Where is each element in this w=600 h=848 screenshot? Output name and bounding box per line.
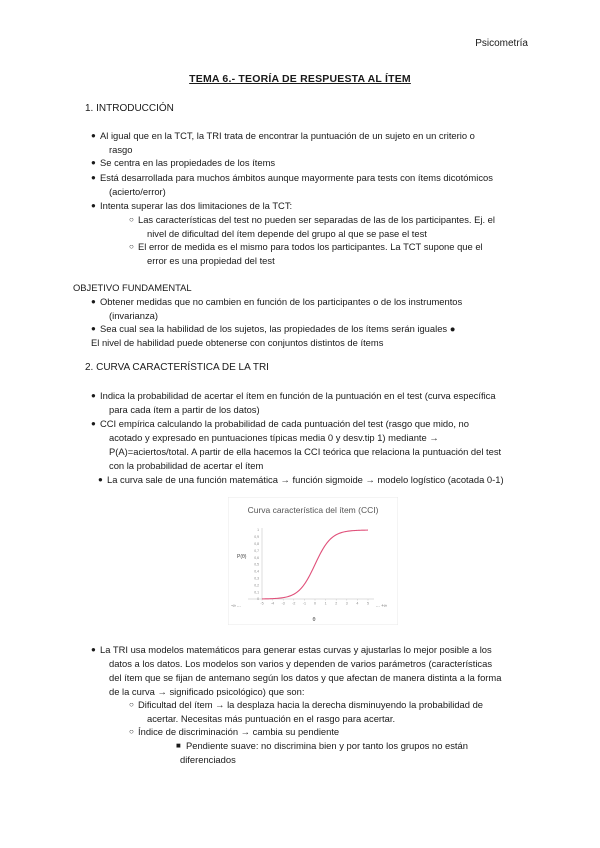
objective-bullet-1-line-2: (invarianza) — [109, 310, 158, 321]
y-tick-label: 0,2 — [254, 583, 259, 588]
curve-bullet-1-line-2: para cada ítem a partir de los datos) — [109, 404, 260, 415]
y-tick-label: 0,7 — [254, 548, 259, 553]
y-tick-label: 0,1 — [254, 590, 259, 595]
x-tick-label: -4 — [270, 601, 275, 606]
hollow-bullet-icon: ○ — [129, 700, 134, 709]
models-bullet-line-4: de la curva → significado psicológico) que son: — [109, 686, 305, 697]
intro-bullet-1-line-1: Al igual que en la TCT, la TRI trata de encontrar la puntuación de un sujeto en un criterio o — [100, 130, 475, 141]
hollow-bullet-icon: ○ — [129, 727, 134, 736]
y-tick-label: 0,3 — [254, 576, 259, 581]
cci-chart — [228, 497, 398, 625]
section-1-heading: 1. INTRODUCCIÓN — [85, 103, 174, 114]
curve-bullet-2-line-3: P(A)=aciertos/total. A partir de ella hacemos la CCI teórica que relaciona la puntuación del test — [109, 446, 502, 457]
chart-x-label: θ — [312, 617, 316, 623]
bullet-icon: ● — [91, 391, 96, 400]
y-tick-label: 0,6 — [254, 555, 259, 560]
cci-chart-svg — [228, 497, 398, 625]
bullet-icon: ● — [91, 419, 96, 428]
chart-x-right-label: ... +∞ — [376, 603, 387, 608]
x-tick-label: 0 — [314, 601, 316, 606]
intro-bullet-2: Se centra en las propiedades de los ítems — [100, 157, 276, 168]
bullet-icon: ● — [98, 475, 103, 484]
y-tick-label: 0,8 — [254, 542, 259, 546]
x-tick-label: -3 — [281, 601, 285, 606]
bullet-icon: ● — [91, 158, 96, 167]
curve-bullet-2-line-4: con la probabilidad de acertar el ítem — [109, 460, 264, 471]
chart-frame — [228, 497, 398, 625]
hollow-bullet-icon: ○ — [129, 215, 134, 224]
param-difficulty-line-2: acertar. Necesitas más puntuación en el rasgo para acertar. — [147, 713, 396, 724]
intro-bullet-1-line-2: rasgo — [109, 144, 133, 155]
bullet-icon: ● — [91, 201, 96, 210]
models-bullet-line-1: La TRI usa modelos matemáticos para generar estas curvas y ajustarlas lo mejor posible a los — [100, 644, 492, 655]
objective-trailing-line: El nivel de habilidad puede obtenerse con conjuntos distintos de ítems — [91, 337, 384, 348]
x-tick-label: 1 — [324, 601, 327, 606]
bullet-icon: ● — [91, 173, 96, 182]
bullet-icon: ● — [91, 131, 96, 140]
chart-y-label: P(θ) — [237, 554, 247, 560]
objective-bullet-1-line-1: Obtener medidas que no cambien en función de los participantes o de los instrumentos — [100, 296, 463, 307]
y-tick-label: 0,5 — [254, 562, 259, 567]
x-tick-label: 2 — [335, 601, 338, 606]
x-tick-label: 3 — [345, 601, 348, 606]
chart-x-left-label: -∞ ... — [231, 603, 241, 608]
models-bullet-line-3: del ítem que se fijan de antemano según los datos y que afectan de manera distinta a la forma — [109, 672, 502, 683]
curve-bullet-3: La curva sale de una función matemática → función sigmoide → modelo logístico (acotada 0-1) — [107, 474, 504, 485]
chart-title: Curva característica del ítem (CCI) — [247, 505, 379, 515]
limitation-2-line-1: El error de medida es el mismo para todos los participantes. La TCT supone que el — [138, 241, 483, 252]
limitation-1-line-2: nivel de dificultad del ítem depende del grupo al que se pase el test — [147, 228, 427, 239]
hollow-bullet-icon: ○ — [129, 242, 134, 251]
x-tick-label: 5 — [367, 601, 369, 606]
models-bullet-line-2: datos a los datos. Los modelos son varios y dependen de varios parámetros (características — [109, 658, 493, 669]
square-bullet-icon: ■ — [176, 741, 181, 750]
x-tick-label: 4 — [356, 601, 359, 606]
curve-bullet-2-line-2: acotado y expresado en puntuaciones típicas media 0 y desv.tip 1) mediante → — [109, 432, 439, 443]
y-tick-label: 1 — [257, 528, 259, 533]
section-2-heading: 2. CURVA CARACTERÍSTICA DE LA TRI — [85, 362, 269, 373]
document-title: TEMA 6.- TEORÍA DE RESPUESTA AL ÍTEM — [189, 73, 411, 85]
bullet-icon: ● — [91, 645, 96, 654]
bullet-icon: ● — [91, 324, 96, 333]
x-tick-label: -2 — [292, 601, 296, 606]
intro-bullet-4: Intenta superar las dos limitaciones de la TCT: — [100, 200, 293, 211]
limitation-2-line-2: error es una propiedad del test — [147, 255, 275, 266]
sub-param-line-1: Pendiente suave: no discrimina bien y por tanto los grupos no están — [186, 740, 468, 751]
param-difficulty-line-1: Dificultad del ítem → la desplaza hacia la derecha disminuyendo la probabilidad de — [138, 699, 483, 710]
param-discrimination: Índice de discriminación → cambia su pendiente — [138, 726, 340, 737]
x-tick-label: -5 — [260, 601, 264, 606]
curve-bullet-1-line-1: Indica la probabilidad de acertar el ítem en función de la puntuación en el test (curva específica — [100, 390, 496, 401]
bullet-icon: ● — [91, 297, 96, 306]
curve-bullet-2-line-1: CCI empírica calculando la probabilidad de cada puntuación del test (rasgo que mido, no — [100, 418, 469, 429]
y-tick-label: 0,9 — [254, 535, 259, 540]
y-tick-label: 0,4 — [254, 569, 259, 574]
objective-heading: OBJETIVO FUNDAMENTAL — [73, 282, 192, 293]
sub-param-line-2: diferenciados — [180, 754, 236, 765]
objective-bullet-2: Sea cual sea la habilidad de los sujetos, las propiedades de los ítems serán iguales ● — [100, 323, 456, 334]
x-tick-label: -1 — [302, 601, 307, 606]
intro-bullet-3-line-2: (acierto/error) — [109, 186, 166, 197]
limitation-1-line-1: Las características del test no pueden ser separadas de las de los participantes. Ej. el — [138, 214, 495, 225]
intro-bullet-3-line-1: Está desarrollada para muchos ámbitos aunque mayormente para tests con ítems dicotómicos — [100, 172, 493, 183]
page-header-subject: Psicometría — [475, 38, 528, 49]
y-tick-label: 0 — [257, 597, 259, 602]
